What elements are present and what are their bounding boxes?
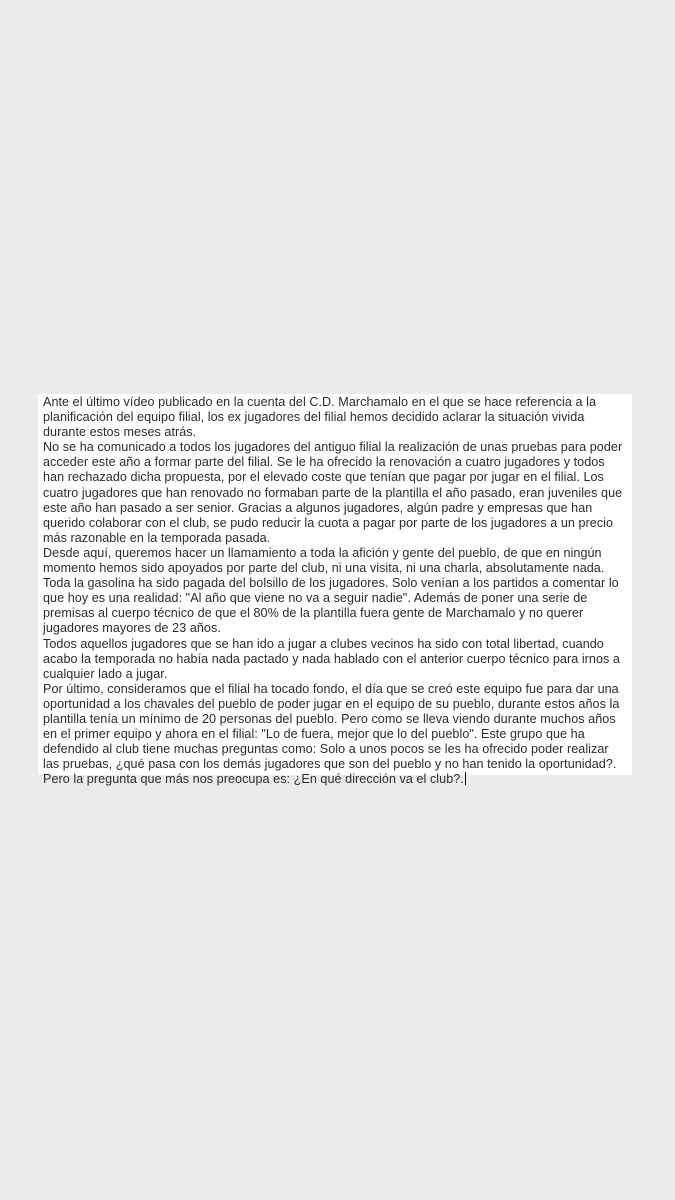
paragraph-intro: Ante el último vídeo publicado en la cuenta del C.D. Marchamalo en el que se hace referencia a la planificación del equipo filial, los ex jugadores del filial hemos decidido aclarar la situación vivida durante estos meses atrás. (43, 395, 597, 440)
text-cursor (465, 772, 466, 785)
paragraph-players-left: Todos aquellos jugadores que se han ido a jugar a clubes vecinos ha sido con total libertad, cuando acabo la temporada no había nada pactado y nada hablado con el anterior cuerpo técnico para irnos a cualquier lado a jugar. (43, 636, 620, 681)
paragraph-renewals: No se ha comunicado a todos los jugadores del antiguo filial la realización de unas pruebas para poder acceder este año a formar parte del filial. Se le ha ofrecido la renovación a cuatro jugadores y todos han rechazado dicha propuesta, por el elevado coste que tenían que pagar por jugar en el filial. Los cuatro jugadores que han renovado no formaban parte de la plantilla el año pasado, eran juveniles que este año han pasado a ser senior. Gracias a algunos jugadores, algún padre y empresas que han querido colaborar con el club, se pudo reducir la cuota a pagar por parte de los jugadores a un precio más razonable en la temporada pasada. (43, 440, 623, 545)
note-text-panel[interactable] (38, 394, 632, 787)
paragraph-conclusion-text: Por último, consideramos que el filial ha tocado fondo, el día que se creó este equipo fue para dar una oportunidad a los chavales del pueblo de poder jugar en el equipo de su pueblo, durante estos años la plantilla tenía un mínimo de 20 personas del pueblo. Pero como se lleva viendo durante muchos años en el primer equipo y ahora en el filial: "Lo de fuera, mejor que lo del pueblo". Este grupo que ha defendido al club tiene muchas preguntas como: Solo a unos pocos se les ha ofrecido poder realizar las pruebas, ¿qué pasa con los demás jugadores que son del pueblo y no han tenido la oportunidad?. Pero la pregunta que más nos preocupa es: ¿En qué dirección va el club?. (43, 681, 620, 787)
paragraph-conclusion (43, 682, 627, 788)
paragraph-club-support: Desde aquí, queremos hacer un llamamiento a toda la afición y gente del pueblo, de que en ningún momento hemos sido apoyados por parte del club, ni una visita, ni una charla, absolutamente nada. Toda la gasolina ha sido pagada del bolsillo de los jugadores. Solo venían a los partidos a comentar lo que hoy es una realidad: "Al año que viene no va a seguir nadie". Además de poner una serie de premisas al cuerpo técnico de que el 80% de la plantilla fuera gente de Marchamalo y no querer jugadores mayores de 23 años. (43, 545, 619, 636)
